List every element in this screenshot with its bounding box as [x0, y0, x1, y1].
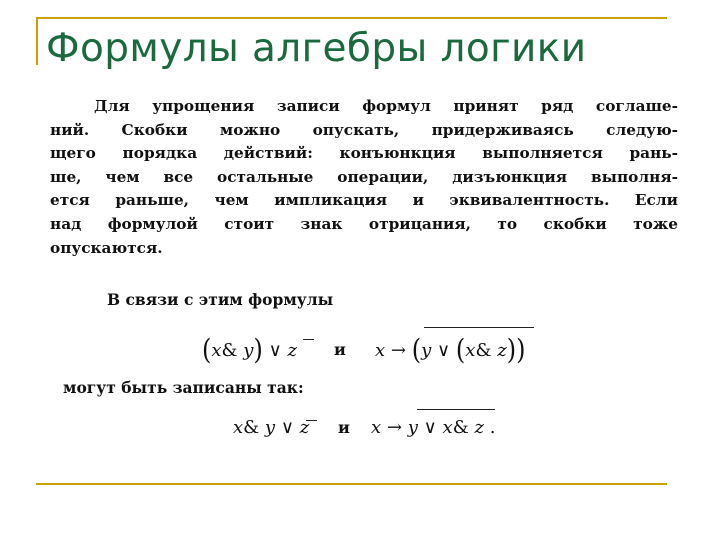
- var-y: y: [264, 417, 276, 438]
- formula-original-1: [202, 333, 297, 367]
- paren-close: ): [506, 333, 517, 367]
- paragraph-line: над формулой стоит знак отрицания, то скобки тоже: [50, 214, 678, 233]
- intro-text: В связи с этим формулы: [107, 290, 334, 309]
- paragraph-line: Для упрощения записи формул принят ряд соглаше-: [94, 97, 678, 115]
- rules-paragraph: [50, 95, 678, 260]
- conjunction-and: и: [334, 340, 346, 359]
- var-x: x: [233, 417, 244, 438]
- paren-open: (: [411, 333, 422, 367]
- negation-bar: [303, 339, 314, 340]
- formula-simplified-1: [233, 417, 309, 438]
- var-z: z: [497, 340, 507, 361]
- paren-open: (: [202, 333, 212, 367]
- var-x: x: [375, 340, 386, 361]
- and-symbol: &: [475, 340, 492, 361]
- paren-close: ): [253, 333, 263, 367]
- negation-bar: [417, 409, 495, 410]
- paragraph-line: ний. Скобки можно опускать, придерживаясь следую-: [50, 120, 678, 139]
- negation-bar: [306, 420, 317, 421]
- paragraph-line: щего порядка действий: конъюнкция выполняется рань-: [50, 144, 678, 163]
- middle-text: могут быть записаны так:: [63, 378, 304, 397]
- var-x: x: [371, 417, 382, 438]
- var-z: z: [287, 340, 297, 361]
- conjunction-and: и: [338, 418, 350, 437]
- or-symbol: ∨: [280, 417, 295, 438]
- implication-symbol: →: [386, 417, 402, 438]
- var-z: z: [474, 417, 484, 438]
- paragraph-line: ется раньше, чем импликация и эквивалентность. Если: [50, 191, 678, 210]
- bottom-divider: [36, 483, 667, 485]
- paragraph-line: опускаются.: [50, 238, 163, 257]
- and-symbol: &: [243, 417, 260, 438]
- slide-title: Формулы алгебры логики: [46, 26, 587, 71]
- var-x: x: [465, 340, 476, 361]
- or-symbol: ∨: [423, 417, 437, 438]
- paren-open: (: [455, 333, 466, 367]
- or-symbol: ∨: [437, 340, 451, 361]
- top-divider: [36, 17, 667, 19]
- var-y: y: [243, 340, 254, 361]
- formula-original-2: [375, 333, 526, 367]
- formula-simplified-2: [371, 417, 495, 438]
- left-divider: [36, 17, 38, 65]
- or-symbol: ∨: [268, 340, 282, 361]
- and-symbol: &: [221, 340, 238, 361]
- paragraph-line: ше, чем все остальные операции, дизъюнкция выполня-: [50, 167, 678, 186]
- var-x: x: [211, 340, 222, 361]
- var-y: y: [421, 340, 432, 361]
- var-y: y: [407, 417, 418, 438]
- var-x: x: [442, 417, 453, 438]
- period: .: [489, 417, 496, 438]
- var-z: z: [299, 417, 310, 438]
- paren-close: ): [516, 333, 526, 367]
- negation-bar: [424, 327, 534, 328]
- and-symbol: &: [452, 417, 469, 438]
- implication-symbol: →: [390, 340, 406, 361]
